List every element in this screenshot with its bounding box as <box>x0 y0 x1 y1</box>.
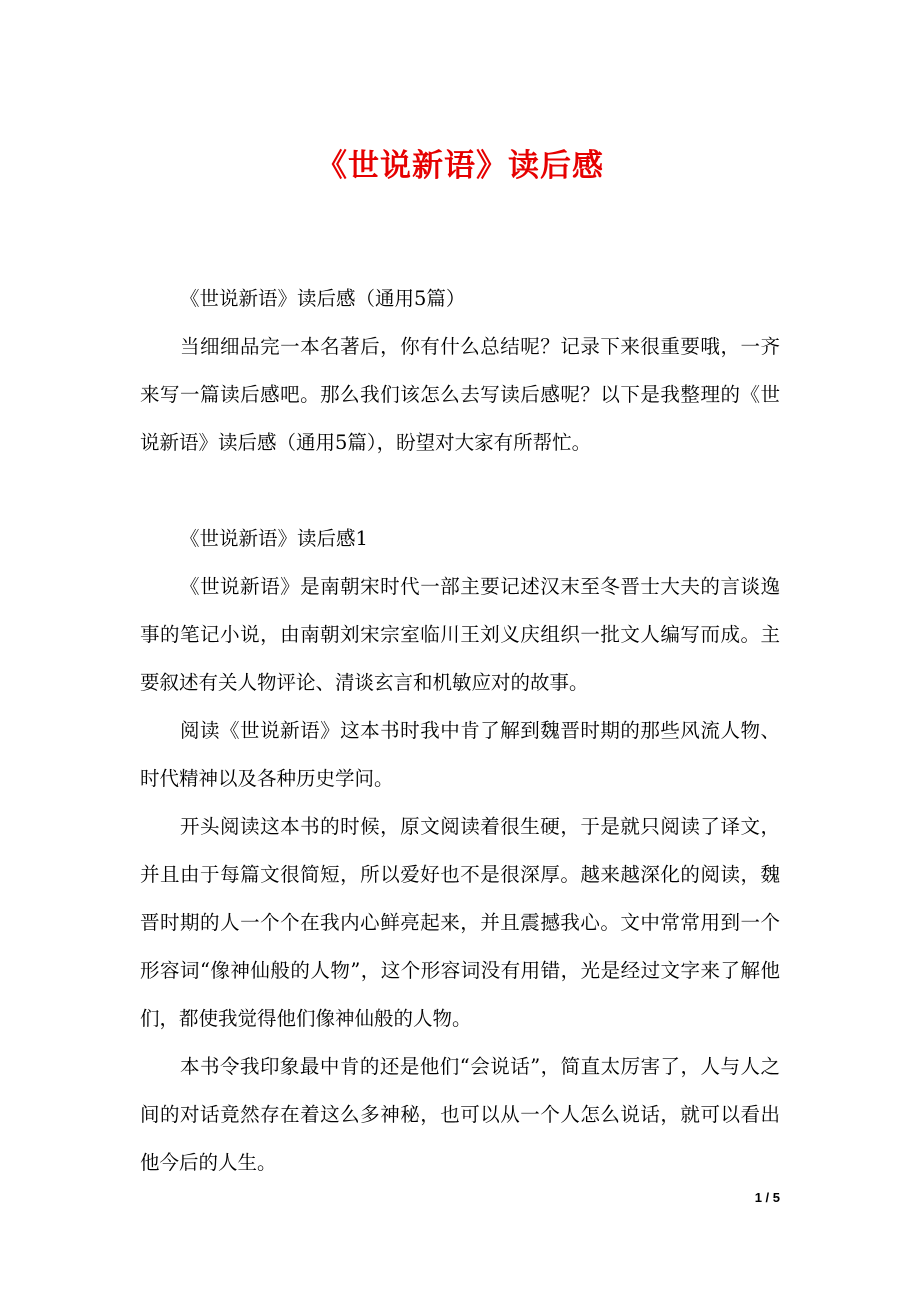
document-body <box>140 275 780 1187</box>
paragraph: 本书令我印象最中肯的还是他们“会说话”，简直太厉害了，人与人之间的对话竟然存在着这么多神秘，也可以从一个人怎么说话，就可以看出他今后的人生。 <box>140 1055 780 1174</box>
paragraph-intro: 当细细品完一本名著后，你有什么总结呢？记录下来很重要哦，一齐来写一篇读后感吧。那么我们该怎么去写读后感呢？以下是我整理的《世说新语》读后感（通用5篇），盼望对大家有所帮忙。 <box>140 335 780 454</box>
paragraph: 《世说新语》是南朝宋时代一部主要记述汉末至冬晋士大夫的言谈逸事的笔记小说，由南朝刘宋宗室临川王刘义庆组织一批文人编写而成。主要叙述有关人物评论、清谈玄言和机敏应对的故事。 <box>140 575 780 694</box>
document-title: 《世说新语》读后感 <box>316 148 604 184</box>
paragraph: 开头阅读这本书的时候，原文阅读着很生硬，于是就只阅读了译文，并且由于每篇文很简短，所以爱好也不是很深厚。越来越深化的阅读，魏晋时期的人一个个在我内心鲜亮起来，并且震撼我心。文中常常用到一个形容词“像神仙般的人物”，这个形容词没有用错，光是经过文字来了解他们，都使我觉得他们像神仙般的人物。 <box>140 815 780 1030</box>
paragraph: 阅读《世说新语》这本书时我中肯了解到魏晋时期的那些风流人物、时代精神以及各种历史学问。 <box>140 719 780 790</box>
paragraph-subtitle: 《世说新语》读后感（通用5篇） <box>180 287 466 310</box>
section-heading-1: 《世说新语》读后感1 <box>180 527 368 550</box>
page-number: 1 / 5 <box>754 1190 780 1205</box>
